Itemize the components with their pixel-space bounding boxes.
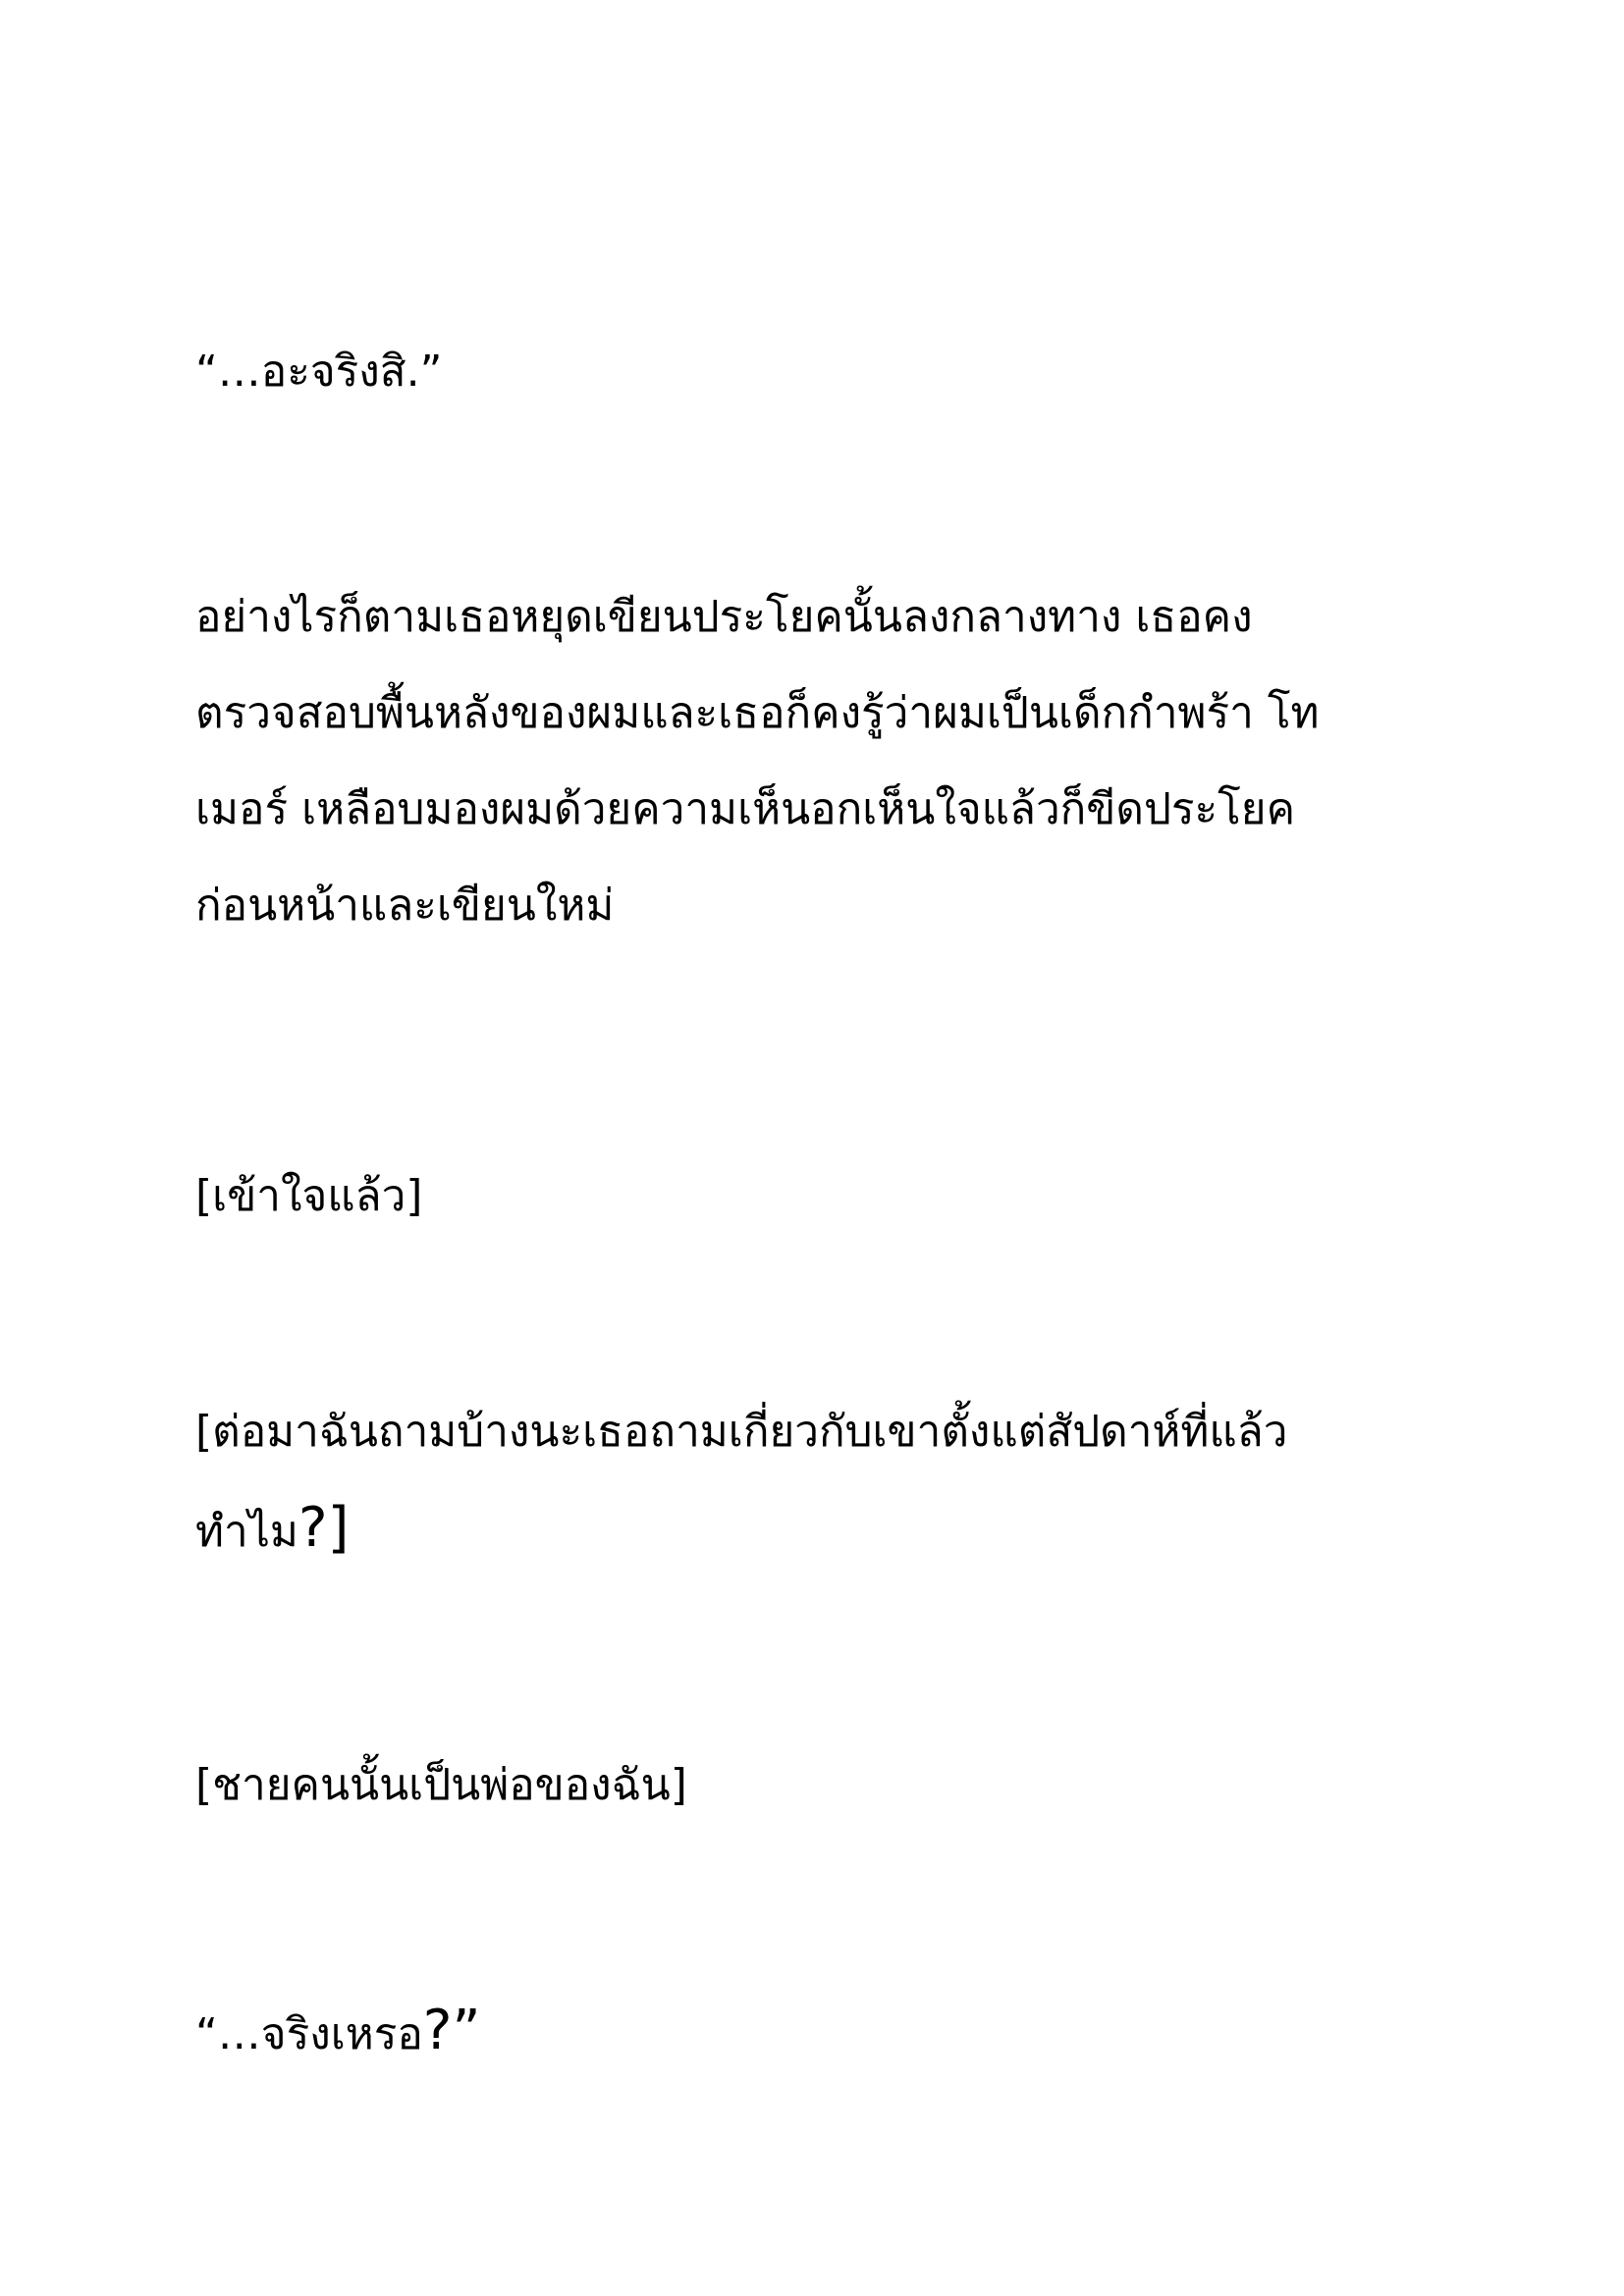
text-run: ทำไม [195,1507,298,1557]
text-line [195,1983,1433,2083]
text-line: เมอร์ เหลือบมองผมด้วยความเห็นอกเห็นใจแล้วก็ขีดประโยค [195,784,1296,834]
text-line: [ชายคนนั้นเป็นพ่อของฉัน] [195,1760,687,1810]
paragraph-3 [195,1148,1433,1245]
text-line: [เข้าใจแล้ว] [195,1171,423,1221]
text-line: “…อะจริงสิ.” [195,347,443,397]
text-line: ก่อนหน้าและเขียนใหม่ [195,881,615,931]
paragraph-2 [195,569,1433,954]
paragraph-1 [195,324,1433,420]
text-line: ตรวจสอบพื้นหลังของผมและเธอก็คงรู้ว่าผมเป็นเด็กกำพร้า โท [195,688,1320,738]
paragraph-4 [195,1384,1433,1580]
text-line: [ต่อมาฉันถามบ้างนะเธอถามเกี่ยวกับเขาตั้งแต่สัปดาห์ที่แล้ว [195,1407,1288,1457]
question-mark-bracket: ?] [298,1496,350,1560]
paragraph-6 [195,1983,1433,2083]
paragraph-5 [195,1737,1433,1834]
text-line: อย่างไรก็ตามเธอหยุดเขียนประโยคนั้นลงกลางทาง เธอคง [195,592,1253,642]
question-mark-quote: ?” [422,1999,481,2062]
text-line [195,1480,1433,1580]
text-run: “…จริงเหรอ [195,2009,423,2059]
